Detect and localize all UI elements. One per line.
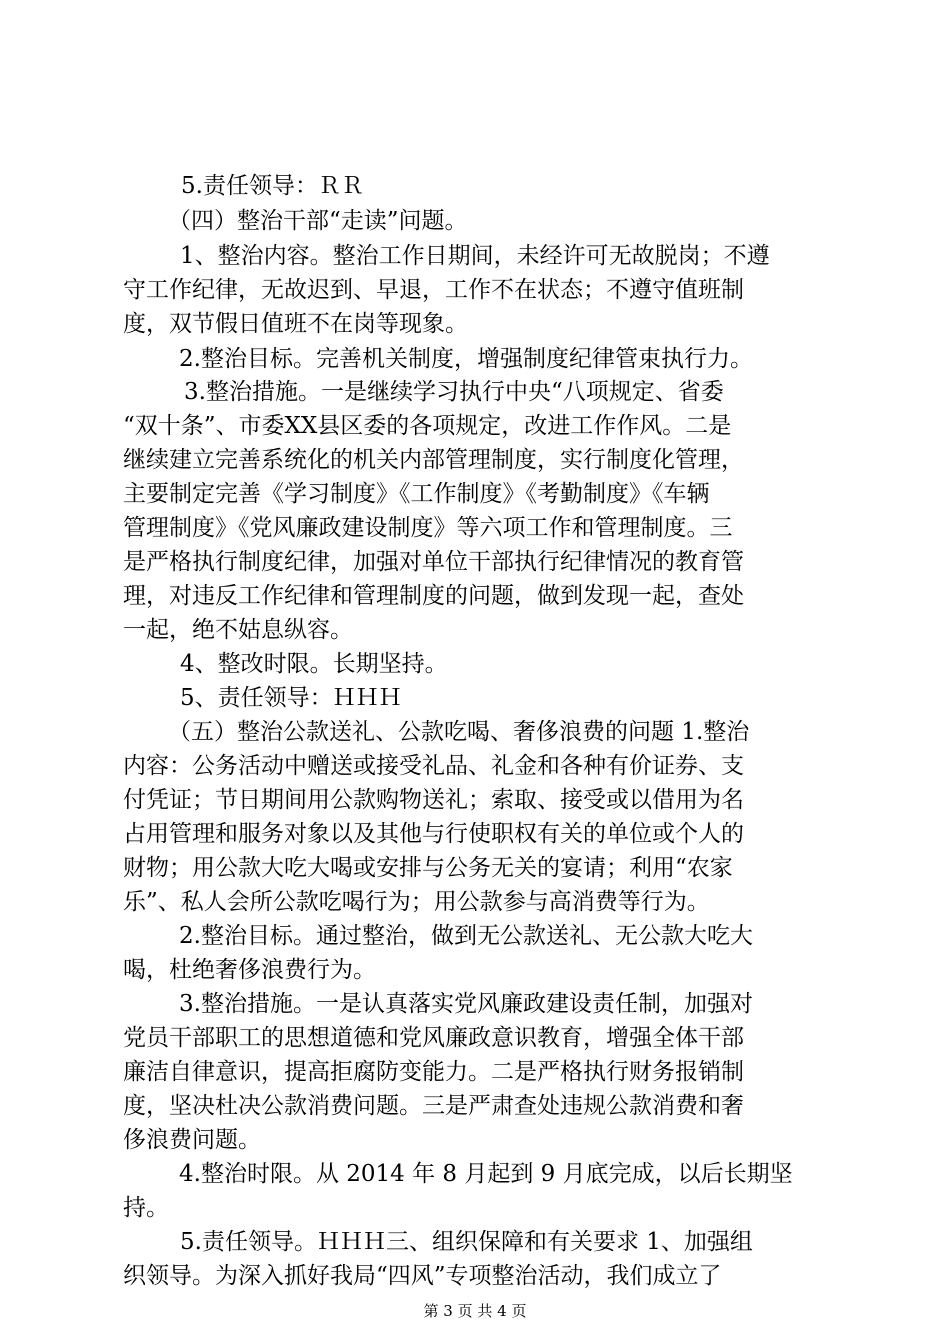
text-line-content: 占用管理和服务对象以及其他与行使职权有关的单位或个人的	[123, 821, 744, 847]
text-line-content: 度，双节假日值班不在岗等现象。	[123, 311, 468, 337]
text-line-content: “双十条”、市委XX县区委的各项规定，改进工作作风。二是	[123, 413, 732, 439]
text-line	[0, 442, 950, 478]
text-line-content: 党员干部职工的思想道德和党风廉政意识教育，增强全体干部	[123, 1025, 744, 1051]
text-line-content: 3.整治措施。一是继续学习执行中央“八项规定、省委	[184, 379, 724, 405]
text-line	[0, 1054, 950, 1090]
text-line-content: 织领导。为深入抓好我局“四风”专项整治活动，我们成立了	[123, 1263, 722, 1289]
text-line-content: 廉洁自律意识，提高拒腐防变能力。二是严格执行财务报销制	[123, 1059, 744, 1085]
text-line-content: 喝，杜绝奢侈浪费行为。	[123, 957, 376, 983]
text-line	[0, 1190, 950, 1226]
text-line-content: 1、整治内容。整治工作日期间，未经许可无故脱岗；不遵	[180, 243, 770, 269]
text-line	[0, 612, 950, 648]
text-line	[0, 476, 950, 512]
text-line-content: 侈浪费问题。	[123, 1127, 261, 1153]
text-line-content: 守工作纪律，无故迟到、早退，工作不在状态；不遵守值班制	[123, 277, 744, 303]
text-line	[0, 306, 950, 342]
text-line	[0, 578, 950, 614]
text-line	[0, 748, 950, 784]
text-line-content: 2.整治目标。完善机关制度，增强制度纪律管束执行力。	[179, 346, 753, 372]
text-line-content: 度，坚决杜决公款消费问题。三是严肃查处违规公款消费和奢	[123, 1093, 744, 1119]
text-line	[0, 1122, 950, 1158]
text-line	[0, 884, 950, 920]
text-line	[0, 1156, 950, 1192]
text-line-content: 5、责任领导：ＨＨＨ	[180, 685, 402, 711]
text-line-content: （五）整治公款送礼、公款吃喝、奢侈浪费的问题 1.整治	[168, 719, 750, 745]
text-line-content: 3.整治措施。一是认真落实党风廉政建设责任制，加强对	[179, 991, 753, 1017]
text-line-content: （四）整治干部“走读”问题。	[168, 208, 468, 234]
text-line-content: 4、整改时限。长期坚持。	[180, 651, 448, 677]
text-line	[0, 168, 950, 204]
text-line-content: 内容：公务活动中赠送或接受礼品、礼金和各种有价证券、支	[123, 753, 744, 779]
text-line-content: 主要制定完善《学习制度》《工作制度》《考勤制度》《车辆	[123, 481, 710, 507]
text-line-content: 管理制度》《党风廉政建设制度》等六项工作和管理制度。三	[123, 515, 733, 541]
text-line	[0, 408, 950, 444]
text-line	[0, 1020, 950, 1056]
text-line-content: 一起，绝不姑息纵容。	[123, 617, 353, 643]
text-line-content: 5.责任领导：ＲＲ	[181, 173, 364, 199]
section-heading	[0, 203, 950, 239]
text-line	[0, 850, 950, 886]
text-line	[0, 782, 950, 818]
text-line-content: 5.责任领导。ＨＨＨ三、组织保障和有关要求 1、加强组	[180, 1229, 753, 1255]
text-line	[0, 374, 950, 410]
text-line	[0, 1224, 950, 1260]
text-line	[0, 1088, 950, 1124]
text-line	[0, 918, 950, 954]
text-line-content: 继续建立完善系统化的机关内部管理制度，实行制度化管理，	[123, 447, 744, 473]
text-line-content: 持。	[123, 1195, 169, 1221]
text-line	[0, 816, 950, 852]
text-line	[0, 272, 950, 308]
page-footer: 第 3 页 共 4 页	[423, 1302, 527, 1320]
text-line-content: 是严格执行制度纪律，加强对单位干部执行纪律情况的教育管	[123, 549, 744, 575]
text-line	[0, 986, 950, 1022]
section-heading	[0, 714, 950, 750]
text-line	[0, 680, 950, 716]
text-line	[0, 952, 950, 988]
text-line	[0, 341, 950, 377]
text-line	[0, 646, 950, 682]
text-line-content: 付凭证；节日期间用公款购物送礼；索取、接受或以借用为名	[123, 787, 744, 813]
text-line-content: 4.整治时限。从 2014 年 8 月起到 9 月底完成，以后长期坚	[179, 1161, 793, 1187]
text-line	[0, 544, 950, 580]
text-line-content: 2.整治目标。通过整治，做到无公款送礼、无公款大吃大	[179, 923, 753, 949]
text-line-content: 乐”、私人会所公款吃喝行为；用公款参与高消费等行为。	[123, 889, 710, 915]
text-line	[0, 1258, 950, 1294]
text-line-content: 理，对违反工作纪律和管理制度的问题，做到发现一起，查处	[123, 583, 744, 609]
text-line	[0, 238, 950, 274]
text-line-content: 财物；用公款大吃大喝或安排与公务无关的宴请；利用“农家	[123, 855, 733, 881]
text-line	[0, 510, 950, 546]
